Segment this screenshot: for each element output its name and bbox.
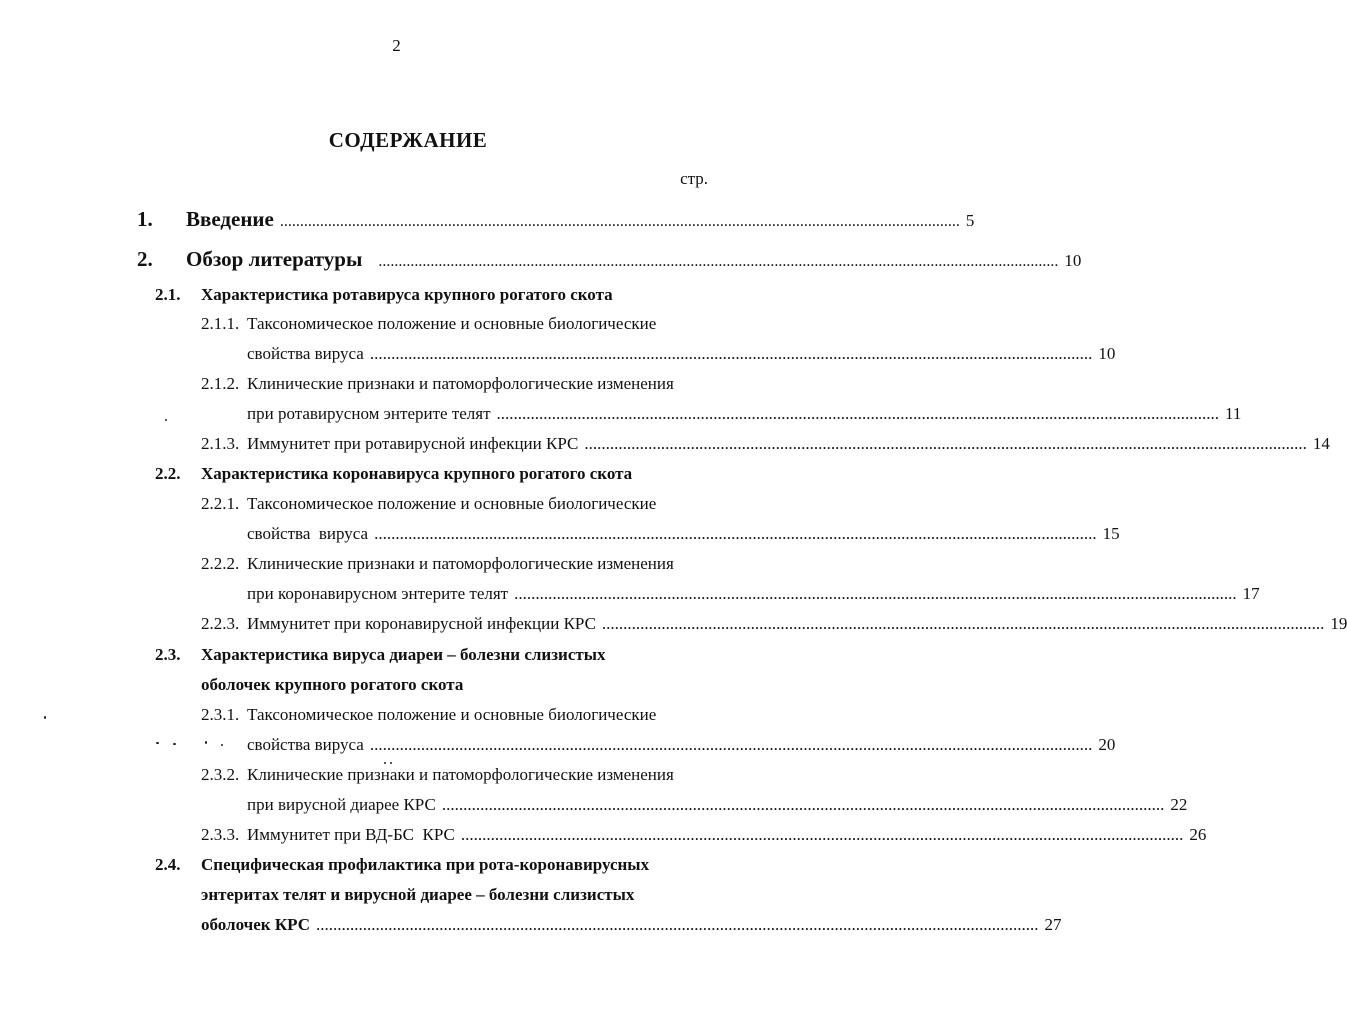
toc-entry-title: свойства вируса (247, 735, 364, 754)
toc-item-2-2-1-continuation[interactable] (247, 521, 1120, 547)
toc-item-2-3-1-continuation[interactable] (247, 732, 1116, 758)
leader-dots: .......................................................................................................................................................................... (369, 735, 1093, 754)
leader-dots: .......................................................................................................................................................................... (378, 253, 1059, 270)
toc-section-2-3-title[interactable]: Характеристика вируса диареи – болезни слизистых (201, 645, 606, 664)
toc-entry-title: оболочек КРС (201, 915, 311, 934)
toc-entry-page: 22 (1170, 795, 1188, 814)
toc-section-2-4-title-last-line[interactable] (201, 912, 1062, 938)
toc-entry-page: 26 (1189, 825, 1207, 844)
leader-dots: .......................................................................................................................................................................... (601, 614, 1325, 633)
toc-item-2-2-2-number: 2.2.2. (201, 554, 240, 573)
toc-item-2-3-2-continuation[interactable] (247, 792, 1188, 818)
page-number: 2 (392, 36, 401, 55)
toc-entry-title: свойства вируса (247, 344, 364, 363)
toc-item-2-2-2-continuation[interactable] (247, 581, 1260, 607)
toc-entry-introduction[interactable] (137, 206, 975, 232)
toc-item-2-1-3[interactable] (201, 431, 1330, 457)
toc-section-2-1-title[interactable]: Характеристика ротавируса крупного рогатого скота (201, 285, 613, 304)
toc-entry-page: 5 (965, 211, 975, 230)
toc-entry-number: 2.2.3. (201, 614, 240, 633)
leader-dots: .......................................................................................................................................................................... (496, 404, 1220, 423)
toc-entry-title: Иммунитет при коронавирусной инфекции КРС (247, 614, 596, 633)
toc-item-2-2-1-title[interactable]: Таксономическое положение и основные биологические (247, 494, 657, 513)
toc-section-2-1-number: 2.1. (155, 285, 181, 304)
toc-entry-page: 15 (1102, 524, 1120, 543)
leader-dots: .......................................................................................................................................................................... (460, 825, 1184, 844)
toc-section-2-4-number: 2.4. (155, 855, 181, 874)
leader-dots: .......................................................................................................................................................................... (279, 213, 960, 230)
toc-item-2-3-1-title[interactable]: Таксономическое положение и основные биологические (247, 705, 657, 724)
leader-dots: .......................................................................................................................................................................... (584, 434, 1307, 453)
toc-entry-number: 2.1.3. (201, 434, 240, 453)
leader-dots: .......................................................................................................................................................................... (316, 915, 1039, 934)
toc-entry-page: 17 (1242, 584, 1260, 603)
leader-dots: .......................................................................................................................................................................... (374, 524, 1097, 543)
toc-item-2-3-2-title[interactable]: Клинические признаки и патоморфологические изменения (247, 765, 674, 784)
leader-dots: .......................................................................................................................................................................... (441, 795, 1165, 814)
toc-entry-page: 10 (1098, 344, 1116, 363)
toc-entry-page: 14 (1312, 434, 1330, 453)
toc-item-2-1-2-number: 2.1.2. (201, 374, 240, 393)
toc-entry-number: 2.3.3. (201, 825, 240, 844)
toc-entry-title: при вирусной диарее КРС (247, 795, 436, 814)
toc-item-2-2-2-title[interactable]: Клинические признаки и патоморфологические изменения (247, 554, 674, 573)
leader-dots: .......................................................................................................................................................................... (514, 584, 1237, 603)
scan-speck (173, 743, 176, 745)
toc-entry-title: Введение (186, 207, 274, 231)
toc-item-2-1-1-number: 2.1.1. (201, 314, 240, 333)
scan-speck (156, 742, 159, 744)
toc-item-2-1-2-continuation[interactable] (247, 401, 1242, 427)
toc-section-2-4-title[interactable]: Специфическая профилактика при рота-коронавирусных (201, 855, 650, 874)
page-title: СОДЕРЖАНИЕ (328, 128, 488, 152)
toc-entry-page: 10 (1064, 251, 1082, 270)
scan-speck (165, 419, 167, 421)
toc-entry-title: Обзор литературы (186, 247, 363, 271)
toc-item-2-2-3[interactable] (201, 611, 1347, 637)
page-column-header: стр. (680, 169, 708, 188)
toc-entry-page: 11 (1225, 404, 1242, 423)
scan-speck (44, 716, 46, 719)
toc-entry-page: 27 (1044, 915, 1062, 934)
toc-section-2-3-title-continuation[interactable]: оболочек крупного рогатого скота (201, 675, 464, 694)
toc-item-2-3-2-number: 2.3.2. (201, 765, 240, 784)
scan-speck (221, 744, 223, 746)
toc-entry-number: 1. (137, 207, 153, 231)
toc-item-2-1-1-title[interactable]: Таксономическое положение и основные биологические (247, 314, 657, 333)
toc-item-2-3-3[interactable] (201, 822, 1207, 848)
toc-entry-title: при коронавирусном энтерите телят (247, 584, 509, 603)
scan-speck (384, 762, 386, 764)
toc-section-2-4-title-continuation[interactable]: энтеритах телят и вирусной диарее – болезни слизистых (201, 885, 635, 904)
toc-entry-title: Иммунитет при ротавирусной инфекции КРС (247, 434, 579, 453)
toc-entry-literature-review[interactable] (137, 246, 1082, 272)
toc-entry-number: 2. (137, 247, 153, 271)
toc-item-2-3-1-number: 2.3.1. (201, 705, 240, 724)
toc-item-2-1-1-continuation[interactable] (247, 341, 1116, 367)
toc-section-2-2-number: 2.2. (155, 464, 181, 483)
toc-section-2-2-title[interactable]: Характеристика коронавируса крупного рогатого скота (201, 464, 633, 483)
scan-speck (205, 741, 207, 744)
toc-entry-page: 19 (1330, 614, 1347, 633)
toc-entry-title: Иммунитет при ВД-БС КРС (247, 825, 455, 844)
toc-section-2-3-number: 2.3. (155, 645, 181, 664)
toc-item-2-1-2-title[interactable]: Клинические признаки и патоморфологические изменения (247, 374, 674, 393)
toc-entry-title: при ротавирусном энтерите телят (247, 404, 491, 423)
toc-entry-page: 20 (1098, 735, 1116, 754)
leader-dots: .......................................................................................................................................................................... (369, 344, 1093, 363)
scan-speck (390, 762, 392, 764)
toc-entry-title: свойства вируса (247, 524, 369, 543)
toc-item-2-2-1-number: 2.2.1. (201, 494, 240, 513)
